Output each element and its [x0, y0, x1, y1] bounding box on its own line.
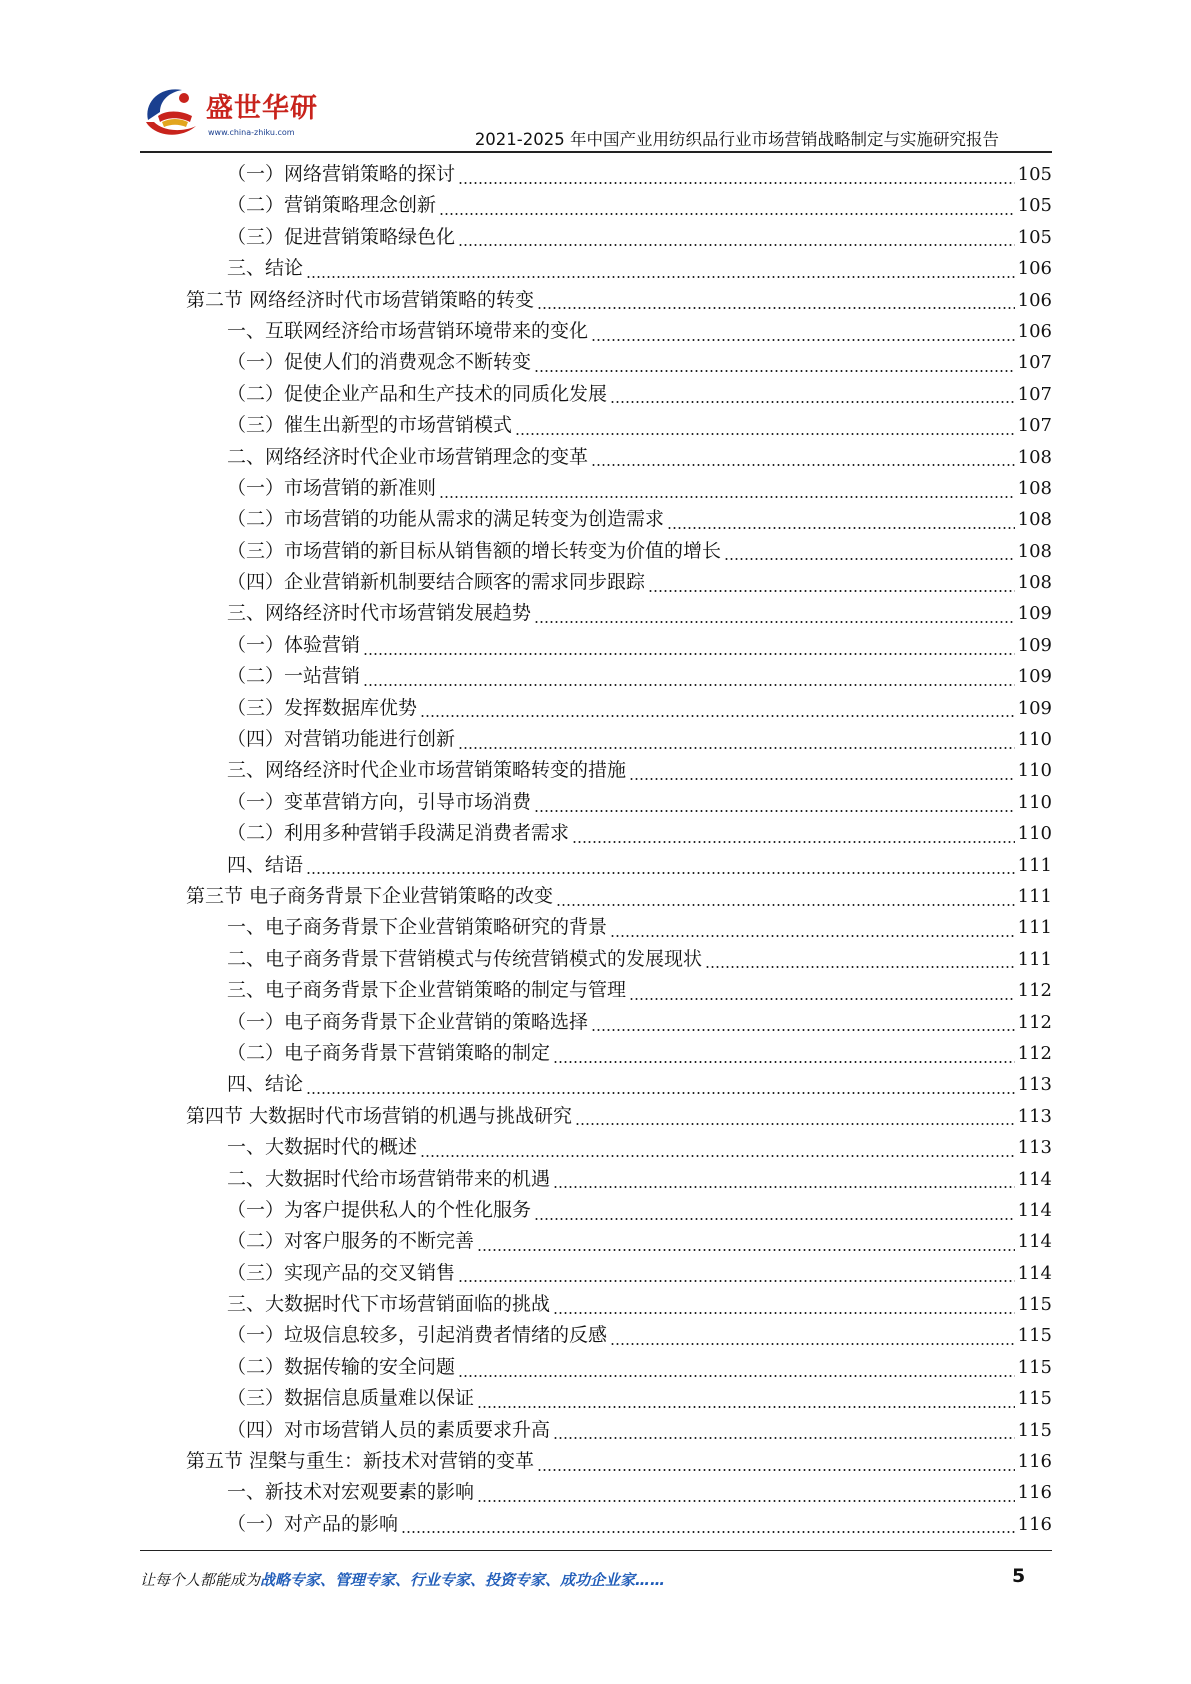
page-header — [0, 0, 1191, 160]
dot-leader — [667, 511, 1015, 529]
dot-leader — [648, 574, 1015, 592]
company-logo — [140, 82, 318, 152]
toc-entry-page: 110 — [1017, 791, 1052, 813]
toc-entry[interactable] — [186, 159, 1052, 190]
table-of-contents — [186, 159, 1052, 1540]
dot-leader — [629, 982, 1015, 1000]
toc-entry-page: 111 — [1017, 948, 1052, 970]
toc-entry-title: 三、网络经济时代市场营销发展趋势 — [227, 602, 532, 625]
toc-entry-title: 第三节 电子商务背景下企业营销策略的改变 — [186, 884, 554, 907]
toc-entry-title: （三）发挥数据库优势 — [227, 696, 418, 719]
toc-entry-title: （一）垃圾信息较多，引起消费者情绪的反感 — [227, 1324, 608, 1347]
toc-entry-page: 112 — [1017, 980, 1052, 1002]
toc-entry-page: 111 — [1017, 917, 1052, 939]
toc-entry-title: （三）催生出新型的市场营销模式 — [227, 414, 513, 437]
dot-leader — [420, 699, 1015, 717]
toc-entry-title: （三）促进营销策略绿色化 — [227, 225, 456, 248]
toc-entry[interactable] — [186, 316, 1052, 347]
dot-leader — [458, 228, 1015, 246]
toc-entry[interactable] — [186, 912, 1052, 943]
toc-entry-page: 111 — [1017, 885, 1052, 907]
toc-entry-page: 114 — [1017, 1199, 1052, 1221]
toc-entry-title: 一、互联网经济给市场营销环境带来的变化 — [227, 319, 589, 342]
dot-leader — [575, 1107, 1015, 1125]
dot-leader — [537, 291, 1015, 309]
toc-entry-page: 115 — [1017, 1325, 1052, 1347]
toc-entry[interactable] — [186, 850, 1052, 881]
footer-divider — [140, 1550, 1052, 1551]
toc-entry-title: （一）电子商务背景下企业营销的策略选择 — [227, 1010, 589, 1033]
toc-entry-page: 109 — [1017, 634, 1052, 656]
dot-leader — [458, 1359, 1015, 1377]
dot-leader — [439, 480, 1015, 498]
toc-entry[interactable] — [186, 1258, 1052, 1289]
toc-entry-page: 116 — [1017, 1513, 1052, 1535]
toc-entry[interactable] — [186, 818, 1052, 849]
toc-entry[interactable] — [186, 755, 1052, 786]
toc-entry-page: 115 — [1017, 1388, 1052, 1410]
toc-entry-page: 107 — [1017, 352, 1052, 374]
dot-leader — [553, 1045, 1015, 1063]
toc-entry-page: 105 — [1017, 164, 1052, 185]
toc-entry-title: （一）为客户提供私人的个性化服务 — [227, 1198, 532, 1221]
toc-entry-page: 115 — [1017, 1294, 1052, 1316]
toc-entry-page: 116 — [1017, 1451, 1052, 1473]
toc-entry-page: 113 — [1017, 1105, 1052, 1127]
toc-entry[interactable] — [186, 944, 1052, 975]
toc-entry[interactable] — [186, 1132, 1052, 1163]
toc-entry[interactable] — [186, 881, 1052, 912]
toc-entry[interactable] — [186, 1164, 1052, 1195]
toc-entry-page: 113 — [1017, 1074, 1052, 1096]
toc-entry[interactable] — [186, 347, 1052, 378]
toc-entry[interactable] — [186, 1226, 1052, 1257]
toc-entry-page: 108 — [1017, 572, 1052, 594]
toc-entry-page: 106 — [1017, 320, 1052, 342]
toc-entry-page: 111 — [1017, 854, 1052, 876]
toc-entry-title: 四、结论 — [227, 1073, 304, 1096]
toc-entry-title: 一、新技术对宏观要素的影响 — [227, 1481, 475, 1504]
dot-leader — [705, 950, 1015, 968]
dot-leader — [537, 1453, 1015, 1471]
dot-leader — [629, 762, 1015, 780]
toc-entry[interactable] — [186, 630, 1052, 661]
toc-entry-page: 116 — [1017, 1482, 1052, 1504]
toc-entry-title: （三）市场营销的新目标从销售额的增长转变为价值的增长 — [227, 539, 722, 562]
dot-leader — [534, 605, 1015, 623]
toc-entry-title: 一、电子商务背景下企业营销策略研究的背景 — [227, 916, 608, 939]
toc-entry[interactable] — [186, 285, 1052, 316]
dot-leader — [724, 542, 1015, 560]
toc-entry-page: 106 — [1017, 289, 1052, 311]
toc-entry[interactable] — [186, 1509, 1052, 1540]
toc-entry-page: 105 — [1017, 226, 1052, 248]
toc-entry-page: 115 — [1017, 1419, 1052, 1441]
toc-entry[interactable] — [186, 1477, 1052, 1508]
logo-name: 盛世华研 — [206, 93, 318, 124]
dot-leader — [591, 1013, 1015, 1031]
toc-entry-page: 108 — [1017, 540, 1052, 562]
toc-entry[interactable] — [186, 975, 1052, 1006]
toc-entry-title: （一）促使人们的消费观念不断转变 — [227, 351, 532, 374]
toc-entry[interactable] — [186, 536, 1052, 567]
toc-entry-page: 108 — [1017, 477, 1052, 499]
dot-leader — [515, 417, 1015, 435]
dot-leader — [477, 1484, 1015, 1502]
dot-leader — [534, 354, 1015, 372]
dot-leader — [610, 1327, 1015, 1345]
dot-leader — [420, 1139, 1015, 1157]
toc-entry[interactable] — [186, 190, 1052, 221]
toc-entry-title: （二）一站营销 — [227, 665, 361, 688]
toc-entry-title: （二）利用多种营销手段满足消费者需求 — [227, 822, 570, 845]
dot-leader — [556, 888, 1015, 906]
report-title: 2021-2025 年中国产业用纺织品行业市场营销战略制定与实施研究报告 — [474, 130, 999, 149]
page-number: 5 — [1012, 1565, 1026, 1587]
toc-entry-title: （一）变革营销方向，引导市场消费 — [227, 790, 532, 813]
toc-entry[interactable] — [186, 253, 1052, 284]
toc-entry-page: 115 — [1017, 1356, 1052, 1378]
toc-entry-page: 114 — [1017, 1262, 1052, 1284]
toc-entry-title: （二）数据传输的安全问题 — [227, 1355, 456, 1378]
toc-entry-title: 第五节 涅槃与重生：新技术对营销的变革 — [186, 1450, 535, 1473]
dot-leader — [553, 1170, 1015, 1188]
toc-entry-title: 四、结语 — [227, 853, 304, 876]
toc-entry[interactable] — [186, 1383, 1052, 1414]
toc-entry-page: 108 — [1017, 509, 1052, 531]
toc-entry-title: （三）数据信息质量难以保证 — [227, 1387, 475, 1410]
toc-entry-page: 106 — [1017, 258, 1052, 280]
dot-leader — [610, 385, 1015, 403]
toc-entry-title: （三）实现产品的交叉销售 — [227, 1261, 456, 1284]
toc-entry-title: （一）体验营销 — [227, 633, 361, 656]
toc-entry-page: 107 — [1017, 415, 1052, 437]
toc-entry-page: 109 — [1017, 697, 1052, 719]
slogan-prefix: 让每个人都能成为 — [140, 1571, 261, 1589]
toc-entry-page: 110 — [1017, 823, 1052, 845]
toc-entry-title: （一）对产品的影响 — [227, 1512, 399, 1535]
logo-url: www.china-zhiku.com — [208, 128, 295, 137]
toc-entry[interactable] — [186, 1415, 1052, 1446]
toc-entry-title: 第二节 网络经济时代市场营销策略的转变 — [186, 288, 535, 311]
toc-entry[interactable] — [186, 1101, 1052, 1132]
toc-entry-page: 107 — [1017, 383, 1052, 405]
toc-entry[interactable] — [186, 1320, 1052, 1351]
toc-entry-title: （四）对营销功能进行创新 — [227, 728, 456, 751]
toc-entry-page: 110 — [1017, 729, 1052, 751]
toc-entry-page: 109 — [1017, 666, 1052, 688]
toc-entry[interactable] — [186, 567, 1052, 598]
toc-entry[interactable] — [186, 1352, 1052, 1383]
toc-entry[interactable] — [186, 1038, 1052, 1069]
toc-entry-title: （一）市场营销的新准则 — [227, 476, 437, 499]
toc-entry-page: 114 — [1017, 1168, 1052, 1190]
toc-entry-title: （四）企业营销新机制要结合顾客的需求同步跟踪 — [227, 571, 646, 594]
footer-slogan — [140, 1569, 665, 1590]
toc-entry-title: 二、网络经济时代企业市场营销理念的变革 — [227, 445, 589, 468]
dot-leader — [306, 260, 1015, 278]
toc-entry-title: （二）营销策略理念创新 — [227, 194, 437, 217]
toc-entry[interactable] — [186, 693, 1052, 724]
toc-entry-title: 第四节 大数据时代市场营销的机遇与挑战研究 — [186, 1104, 573, 1127]
toc-entry-page: 110 — [1017, 760, 1052, 782]
dot-leader — [534, 794, 1015, 812]
logo-mark-icon — [140, 82, 204, 142]
toc-entry-title: 二、大数据时代给市场营销带来的机遇 — [227, 1167, 551, 1190]
toc-entry-title: 三、电子商务背景下企业营销策略的制定与管理 — [227, 979, 627, 1002]
toc-entry-title: （二）促使企业产品和生产技术的同质化发展 — [227, 382, 608, 405]
toc-entry-page: 105 — [1017, 195, 1052, 217]
dot-leader — [477, 1390, 1015, 1408]
toc-entry[interactable] — [186, 473, 1052, 504]
toc-entry-page: 113 — [1017, 1137, 1052, 1159]
dot-leader — [572, 825, 1015, 843]
toc-entry[interactable] — [186, 222, 1052, 253]
toc-entry-title: 二、电子商务背景下营销模式与传统营销模式的发展现状 — [227, 947, 703, 970]
toc-entry-title: 一、大数据时代的概述 — [227, 1136, 418, 1159]
toc-entry-title: （四）对市场营销人员的素质要求升高 — [227, 1418, 551, 1441]
dot-leader — [553, 1296, 1015, 1314]
header-divider — [140, 151, 1052, 153]
dot-leader — [458, 1264, 1015, 1282]
toc-entry-page: 112 — [1017, 1042, 1052, 1064]
dot-leader — [477, 1233, 1015, 1251]
toc-entry[interactable] — [186, 1069, 1052, 1100]
toc-entry-title: （二）对客户服务的不断完善 — [227, 1230, 475, 1253]
dot-leader — [306, 856, 1015, 874]
toc-entry-title: （一）网络营销策略的探讨 — [227, 163, 456, 185]
toc-entry[interactable] — [186, 598, 1052, 629]
dot-leader — [458, 731, 1015, 749]
dot-leader — [458, 166, 1015, 184]
toc-entry-title: 三、网络经济时代企业市场营销策略转变的措施 — [227, 759, 627, 782]
toc-entry[interactable] — [186, 379, 1052, 410]
toc-entry-page: 109 — [1017, 603, 1052, 625]
toc-entry-title: （二）市场营销的功能从需求的满足转变为创造需求 — [227, 508, 665, 531]
dot-leader — [363, 668, 1015, 686]
toc-entry[interactable] — [186, 442, 1052, 473]
dot-leader — [306, 1076, 1015, 1094]
dot-leader — [610, 919, 1015, 937]
toc-entry-page: 108 — [1017, 446, 1052, 468]
toc-entry[interactable] — [186, 724, 1052, 755]
dot-leader — [534, 1202, 1015, 1220]
toc-entry[interactable] — [186, 1289, 1052, 1320]
toc-entry[interactable] — [186, 1195, 1052, 1226]
toc-entry[interactable] — [186, 661, 1052, 692]
toc-entry-page: 112 — [1017, 1011, 1052, 1033]
dot-leader — [591, 448, 1015, 466]
toc-entry-title: 三、大数据时代下市场营销面临的挑战 — [227, 1293, 551, 1316]
toc-entry[interactable] — [186, 1007, 1052, 1038]
toc-entry-title: （二）电子商务背景下营销策略的制定 — [227, 1041, 551, 1064]
toc-entry[interactable] — [186, 504, 1052, 535]
slogan-highlight: 战略专家、管理专家、行业专家、投资专家、成功企业家…… — [260, 1571, 666, 1589]
dot-leader — [363, 637, 1015, 655]
toc-entry-page: 114 — [1017, 1231, 1052, 1253]
dot-leader — [439, 197, 1015, 215]
toc-entry-title: 三、结论 — [227, 257, 304, 280]
toc-entry[interactable] — [186, 410, 1052, 441]
dot-leader — [591, 323, 1015, 341]
toc-entry[interactable] — [186, 1446, 1052, 1477]
toc-entry[interactable] — [186, 787, 1052, 818]
dot-leader — [401, 1515, 1015, 1533]
dot-leader — [553, 1421, 1015, 1439]
